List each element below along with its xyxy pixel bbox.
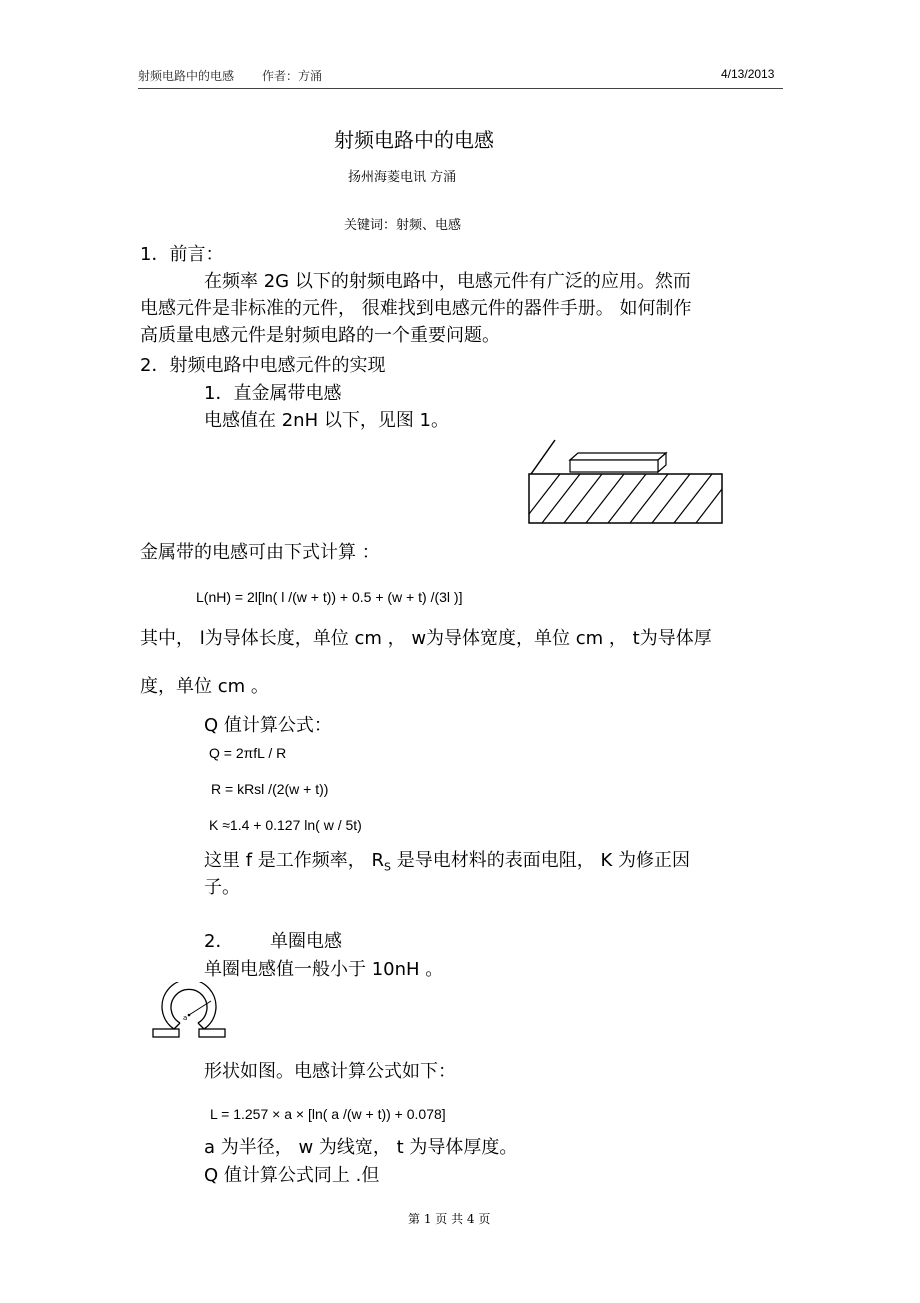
figure2-pad-left (153, 1029, 179, 1037)
shape-text: 形状如图。电感计算公式如下： (204, 1061, 456, 1082)
variables-loop: a 为半径， w 为线宽， t 为导体厚度。 (204, 1137, 518, 1158)
section1-heading: 1．前言： (140, 244, 224, 265)
figure2-loop-inner (171, 989, 207, 1023)
figure1-strip-front (570, 460, 658, 472)
subsection1-text: 电感值在 2nH 以下，见图 1。 (204, 410, 450, 431)
keywords: 关键词：射频、电感 (344, 218, 462, 233)
figure2-single-loop-inductor (148, 982, 230, 1042)
note-part1: 这里 f 是工作频率， R (204, 850, 385, 871)
figure1-strip-top (570, 453, 666, 460)
note-line1 (204, 846, 690, 874)
header-date: 4/13/2013 (721, 67, 775, 81)
subsection2-text: 单圈电感值一般小于 10nH 。 (204, 959, 444, 980)
figure1-strip-inductor (520, 434, 730, 526)
doc-title: 射频电路中的电感 (334, 128, 494, 152)
subsection2-number: 2． (204, 931, 234, 952)
section1-line3: 高质量电感元件是射频电路的一个重要问题。 (140, 325, 500, 346)
formula-strip-inductance: L(nH) = 2l[ln( l /(w + t)) + 0.5 + (w + t) /(3l )] (196, 589, 463, 605)
variables-line1: 其中， l为导体长度，单位 cm ， w为导体宽度，单位 cm ， t为导体厚 (140, 628, 712, 649)
byline: 扬州海菱电讯 方涌 (348, 170, 457, 185)
note-subscript: S (384, 860, 391, 874)
calc-intro: 金属带的电感可由下式计算 ： (140, 542, 380, 563)
header-title: 射频电路中的电感 (138, 69, 235, 83)
figure2-radius-label: a (183, 1014, 188, 1022)
figure2-pad-right (199, 1029, 225, 1037)
subsection2-title: 单圈电感 (270, 931, 342, 952)
note-line2: 子。 (204, 877, 240, 898)
header-author: 作者：方涌 (262, 69, 323, 83)
formula-k: K ≈1.4 + 0.127 ln( w / 5t) (209, 817, 362, 833)
figure1-lead (531, 440, 555, 474)
variables-line2: 度，单位 cm 。 (140, 676, 269, 697)
section1-line2: 电感元件是非标准的元件， 很难找到电感元件的器件手册。 如何制作 (140, 298, 692, 319)
formula-r: R = kRsl /(2(w + t)) (211, 781, 329, 797)
figure2-radius-line (189, 1001, 211, 1015)
page-footer: 第 1 页 共 4 页 (408, 1212, 491, 1226)
formula-q: Q = 2πfL / R (209, 745, 287, 761)
section2-heading: 2．射频电路中电感元件的实现 (140, 355, 386, 376)
note-part2: 是导电材料的表面电阻， K 为修正因 (391, 850, 690, 871)
formula-loop-inductance: L = 1.257 × a × [ln( a /(w + t)) + 0.078] (210, 1106, 446, 1122)
q-formula-title: Q 值计算公式： (204, 715, 332, 736)
subsection1-title: 1．直金属带电感 (204, 383, 342, 404)
section1-line1: 在频率 2G 以下的射频电路中，电感元件有广泛的应用。然而 (204, 271, 691, 292)
header-rule (138, 88, 783, 89)
q-same: Q 值计算公式同上 .但 (204, 1165, 380, 1186)
